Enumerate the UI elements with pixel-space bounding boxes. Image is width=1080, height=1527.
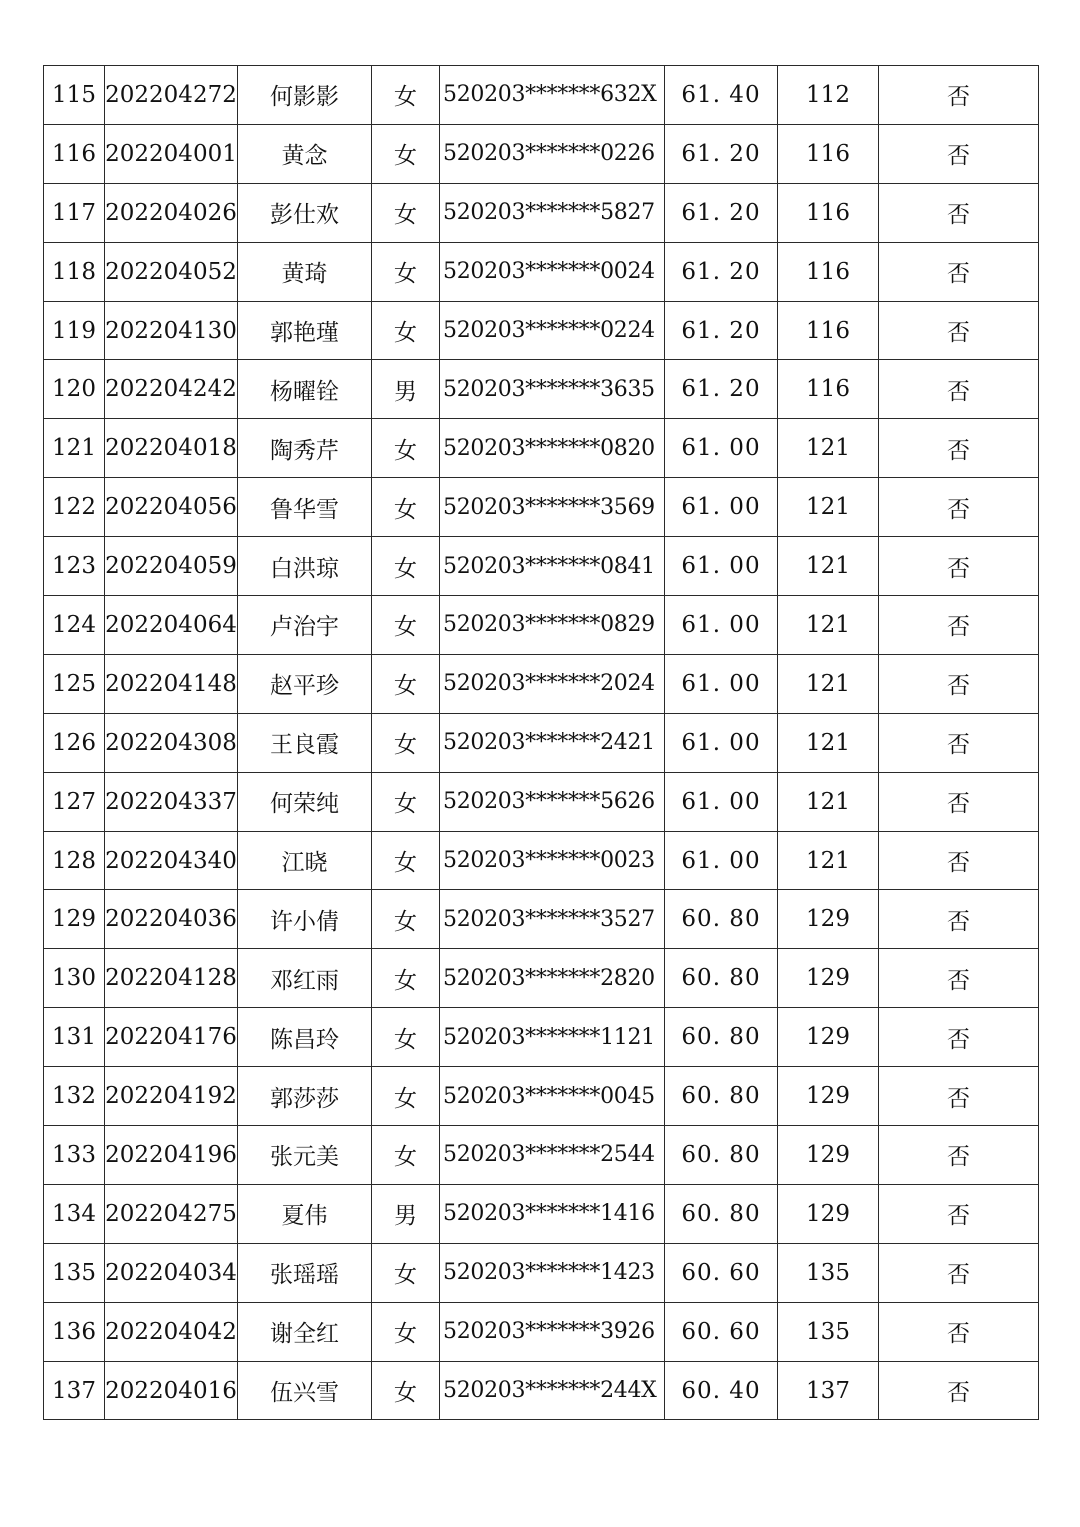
cell-exam-number: 202204272	[105, 66, 238, 125]
cell-status: 否	[879, 1184, 1039, 1243]
cell-serial-number: 129	[44, 890, 105, 949]
cell-rank: 116	[778, 360, 879, 419]
cell-exam-number: 202204176	[105, 1008, 238, 1067]
cell-status: 否	[879, 596, 1039, 655]
cell-serial-number: 136	[44, 1302, 105, 1361]
table-row	[44, 596, 1039, 655]
cell-status: 否	[879, 890, 1039, 949]
cell-rank: 121	[778, 478, 879, 537]
table-row	[44, 772, 1039, 831]
cell-score: 61. 00	[665, 713, 778, 772]
table-row	[44, 478, 1039, 537]
table-row	[44, 1184, 1039, 1243]
cell-gender: 女	[372, 1243, 440, 1302]
cell-score: 61. 20	[665, 360, 778, 419]
cell-name: 彭仕欢	[238, 183, 372, 242]
cell-score: 60. 80	[665, 949, 778, 1008]
cell-score: 60. 80	[665, 890, 778, 949]
cell-gender: 女	[372, 831, 440, 890]
cell-serial-number: 115	[44, 66, 105, 125]
cell-score: 60. 80	[665, 1184, 778, 1243]
cell-serial-number: 127	[44, 772, 105, 831]
cell-id-number: 520203*******0226	[440, 124, 665, 183]
table-row	[44, 831, 1039, 890]
cell-id-number: 520203*******0024	[440, 242, 665, 301]
cell-id-number: 520203*******5626	[440, 772, 665, 831]
cell-exam-number: 202204016	[105, 1361, 238, 1420]
cell-gender: 女	[372, 654, 440, 713]
cell-id-number: 520203*******0045	[440, 1067, 665, 1126]
table-row	[44, 537, 1039, 596]
cell-name: 陈昌玲	[238, 1008, 372, 1067]
cell-score: 61. 00	[665, 654, 778, 713]
cell-status: 否	[879, 654, 1039, 713]
cell-score: 61. 00	[665, 478, 778, 537]
cell-gender: 女	[372, 301, 440, 360]
cell-gender: 女	[372, 242, 440, 301]
cell-gender: 女	[372, 596, 440, 655]
cell-score: 61. 00	[665, 596, 778, 655]
cell-gender: 女	[372, 949, 440, 1008]
cell-id-number: 520203*******3926	[440, 1302, 665, 1361]
cell-name: 郭莎莎	[238, 1067, 372, 1126]
cell-serial-number: 126	[44, 713, 105, 772]
cell-gender: 女	[372, 66, 440, 125]
cell-status: 否	[879, 1067, 1039, 1126]
cell-gender: 女	[372, 183, 440, 242]
cell-serial-number: 125	[44, 654, 105, 713]
table-row	[44, 242, 1039, 301]
cell-status: 否	[879, 1243, 1039, 1302]
cell-serial-number: 131	[44, 1008, 105, 1067]
cell-name: 陶秀芹	[238, 419, 372, 478]
cell-rank: 121	[778, 596, 879, 655]
cell-serial-number: 123	[44, 537, 105, 596]
cell-gender: 女	[372, 478, 440, 537]
table-row	[44, 183, 1039, 242]
cell-status: 否	[879, 1361, 1039, 1420]
cell-name: 鲁华雪	[238, 478, 372, 537]
cell-score: 61. 20	[665, 124, 778, 183]
cell-rank: 121	[778, 537, 879, 596]
cell-name: 王良霞	[238, 713, 372, 772]
cell-gender: 女	[372, 1008, 440, 1067]
cell-exam-number: 202204059	[105, 537, 238, 596]
cell-gender: 女	[372, 890, 440, 949]
cell-gender: 女	[372, 772, 440, 831]
cell-score: 61. 00	[665, 419, 778, 478]
cell-rank: 121	[778, 831, 879, 890]
cell-gender: 女	[372, 537, 440, 596]
cell-rank: 121	[778, 713, 879, 772]
cell-rank: 137	[778, 1361, 879, 1420]
table-row	[44, 1008, 1039, 1067]
cell-exam-number: 202204337	[105, 772, 238, 831]
cell-exam-number: 202204056	[105, 478, 238, 537]
cell-name: 江晓	[238, 831, 372, 890]
cell-exam-number: 202204340	[105, 831, 238, 890]
cell-exam-number: 202204036	[105, 890, 238, 949]
cell-name: 杨曜铨	[238, 360, 372, 419]
table-row	[44, 419, 1039, 478]
cell-rank: 129	[778, 890, 879, 949]
cell-rank: 116	[778, 183, 879, 242]
cell-name: 白洪琼	[238, 537, 372, 596]
cell-gender: 女	[372, 124, 440, 183]
cell-gender: 女	[372, 1302, 440, 1361]
cell-score: 61. 40	[665, 66, 778, 125]
cell-name: 黄念	[238, 124, 372, 183]
cell-id-number: 520203*******0820	[440, 419, 665, 478]
cell-id-number: 520203*******1121	[440, 1008, 665, 1067]
cell-exam-number: 202204242	[105, 360, 238, 419]
cell-exam-number: 202204018	[105, 419, 238, 478]
cell-serial-number: 130	[44, 949, 105, 1008]
cell-exam-number: 202204192	[105, 1067, 238, 1126]
cell-status: 否	[879, 124, 1039, 183]
cell-gender: 女	[372, 1126, 440, 1185]
cell-score: 61. 20	[665, 242, 778, 301]
cell-status: 否	[879, 419, 1039, 478]
cell-serial-number: 124	[44, 596, 105, 655]
cell-gender: 女	[372, 1361, 440, 1420]
cell-id-number: 520203*******1416	[440, 1184, 665, 1243]
cell-gender: 男	[372, 360, 440, 419]
cell-exam-number: 202204064	[105, 596, 238, 655]
cell-status: 否	[879, 1126, 1039, 1185]
cell-rank: 135	[778, 1302, 879, 1361]
cell-score: 61. 20	[665, 183, 778, 242]
cell-exam-number: 202204042	[105, 1302, 238, 1361]
cell-name: 谢全红	[238, 1302, 372, 1361]
cell-gender: 男	[372, 1184, 440, 1243]
cell-rank: 116	[778, 242, 879, 301]
cell-score: 60. 80	[665, 1008, 778, 1067]
cell-status: 否	[879, 537, 1039, 596]
cell-score: 60. 60	[665, 1243, 778, 1302]
cell-name: 赵平珍	[238, 654, 372, 713]
cell-serial-number: 128	[44, 831, 105, 890]
cell-score: 61. 00	[665, 537, 778, 596]
cell-rank: 129	[778, 1067, 879, 1126]
cell-name: 许小倩	[238, 890, 372, 949]
cell-serial-number: 132	[44, 1067, 105, 1126]
cell-id-number: 520203*******1423	[440, 1243, 665, 1302]
cell-id-number: 520203*******3635	[440, 360, 665, 419]
cell-serial-number: 135	[44, 1243, 105, 1302]
cell-status: 否	[879, 713, 1039, 772]
cell-name: 卢治宇	[238, 596, 372, 655]
cell-name: 邓红雨	[238, 949, 372, 1008]
cell-exam-number: 202204308	[105, 713, 238, 772]
cell-id-number: 520203*******0829	[440, 596, 665, 655]
results-table-container	[43, 65, 1039, 1420]
cell-serial-number: 134	[44, 1184, 105, 1243]
cell-rank: 129	[778, 1126, 879, 1185]
cell-rank: 135	[778, 1243, 879, 1302]
table-row	[44, 1302, 1039, 1361]
table-body	[44, 66, 1039, 1420]
cell-status: 否	[879, 242, 1039, 301]
cell-name: 张元美	[238, 1126, 372, 1185]
cell-id-number: 520203*******0023	[440, 831, 665, 890]
table-row	[44, 1126, 1039, 1185]
cell-exam-number: 202204148	[105, 654, 238, 713]
cell-rank: 116	[778, 124, 879, 183]
cell-status: 否	[879, 360, 1039, 419]
results-table	[43, 65, 1039, 1420]
cell-id-number: 520203*******0841	[440, 537, 665, 596]
cell-score: 61. 00	[665, 831, 778, 890]
cell-gender: 女	[372, 713, 440, 772]
cell-rank: 121	[778, 419, 879, 478]
cell-id-number: 520203*******2421	[440, 713, 665, 772]
table-row	[44, 654, 1039, 713]
cell-exam-number: 202204034	[105, 1243, 238, 1302]
cell-score: 60. 60	[665, 1302, 778, 1361]
cell-exam-number: 202204130	[105, 301, 238, 360]
cell-name: 郭艳瑾	[238, 301, 372, 360]
cell-score: 60. 80	[665, 1067, 778, 1126]
cell-gender: 女	[372, 1067, 440, 1126]
cell-name: 张瑶瑶	[238, 1243, 372, 1302]
cell-id-number: 520203*******3569	[440, 478, 665, 537]
cell-id-number: 520203*******5827	[440, 183, 665, 242]
cell-name: 何荣纯	[238, 772, 372, 831]
cell-status: 否	[879, 1008, 1039, 1067]
table-row	[44, 66, 1039, 125]
cell-score: 60. 80	[665, 1126, 778, 1185]
cell-score: 60. 40	[665, 1361, 778, 1420]
cell-serial-number: 133	[44, 1126, 105, 1185]
cell-serial-number: 117	[44, 183, 105, 242]
cell-exam-number: 202204128	[105, 949, 238, 1008]
table-row	[44, 301, 1039, 360]
cell-serial-number: 116	[44, 124, 105, 183]
cell-score: 61. 20	[665, 301, 778, 360]
cell-id-number: 520203*******2544	[440, 1126, 665, 1185]
cell-id-number: 520203*******0224	[440, 301, 665, 360]
cell-id-number: 520203*******2024	[440, 654, 665, 713]
cell-exam-number: 202204275	[105, 1184, 238, 1243]
cell-gender: 女	[372, 419, 440, 478]
table-row	[44, 890, 1039, 949]
cell-name: 伍兴雪	[238, 1361, 372, 1420]
cell-rank: 116	[778, 301, 879, 360]
cell-id-number: 520203*******244X	[440, 1361, 665, 1420]
cell-status: 否	[879, 66, 1039, 125]
cell-serial-number: 137	[44, 1361, 105, 1420]
table-row	[44, 1243, 1039, 1302]
cell-serial-number: 120	[44, 360, 105, 419]
cell-status: 否	[879, 478, 1039, 537]
cell-id-number: 520203*******3527	[440, 890, 665, 949]
cell-serial-number: 121	[44, 419, 105, 478]
cell-score: 61. 00	[665, 772, 778, 831]
cell-rank: 129	[778, 1184, 879, 1243]
cell-exam-number: 202204026	[105, 183, 238, 242]
table-row	[44, 949, 1039, 1008]
cell-name: 何影影	[238, 66, 372, 125]
table-row	[44, 124, 1039, 183]
cell-serial-number: 122	[44, 478, 105, 537]
cell-status: 否	[879, 949, 1039, 1008]
cell-status: 否	[879, 183, 1039, 242]
table-row	[44, 1361, 1039, 1420]
cell-serial-number: 119	[44, 301, 105, 360]
table-row	[44, 1067, 1039, 1126]
cell-exam-number: 202204001	[105, 124, 238, 183]
cell-rank: 112	[778, 66, 879, 125]
cell-status: 否	[879, 772, 1039, 831]
cell-id-number: 520203*******632X	[440, 66, 665, 125]
cell-rank: 121	[778, 772, 879, 831]
cell-rank: 121	[778, 654, 879, 713]
cell-name: 夏伟	[238, 1184, 372, 1243]
cell-name: 黄琦	[238, 242, 372, 301]
cell-status: 否	[879, 301, 1039, 360]
table-row	[44, 360, 1039, 419]
cell-serial-number: 118	[44, 242, 105, 301]
table-row	[44, 713, 1039, 772]
cell-id-number: 520203*******2820	[440, 949, 665, 1008]
cell-exam-number: 202204052	[105, 242, 238, 301]
cell-rank: 129	[778, 1008, 879, 1067]
cell-status: 否	[879, 1302, 1039, 1361]
cell-rank: 129	[778, 949, 879, 1008]
cell-status: 否	[879, 831, 1039, 890]
cell-exam-number: 202204196	[105, 1126, 238, 1185]
